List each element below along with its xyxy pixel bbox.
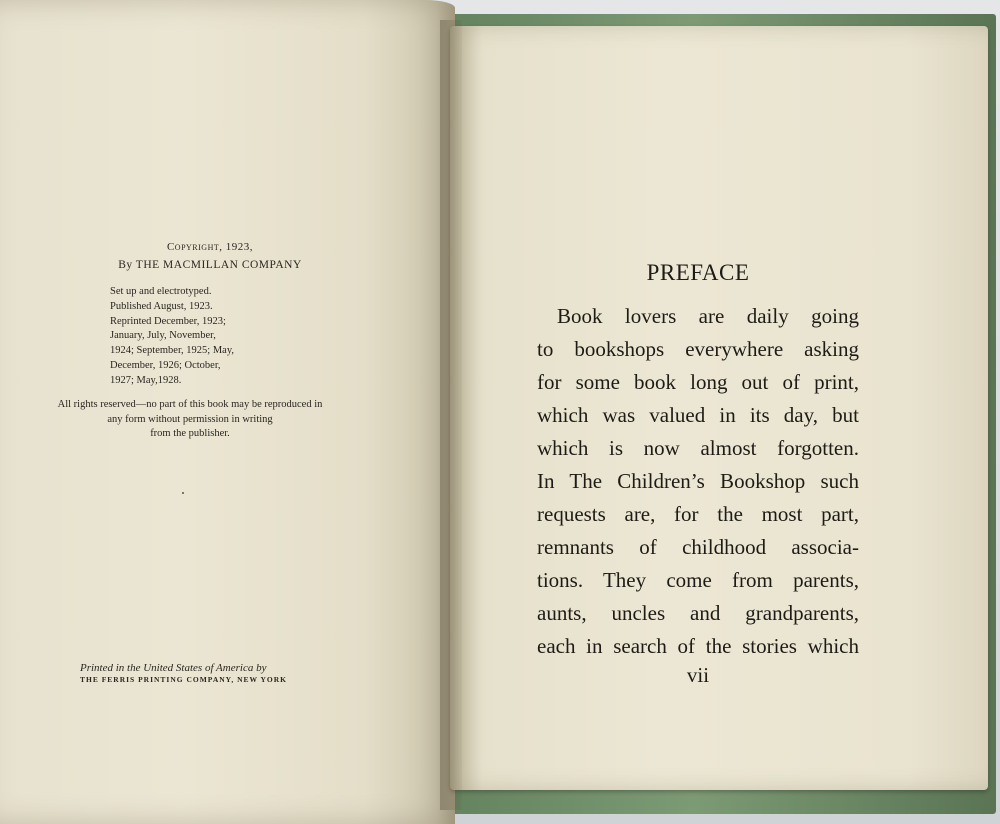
preface-line: requests are, for the most part, <box>537 502 859 526</box>
preface-body <box>537 300 859 663</box>
printer-credit <box>80 661 340 684</box>
rights-notice <box>20 398 360 442</box>
rights-line: All rights reserved—no part of this book may be reproduced in <box>57 399 323 410</box>
printing-history-line: 1927; May,1928. <box>110 374 182 386</box>
page-number: vii <box>686 663 710 687</box>
copyright-line: Copyright, 1923, <box>166 241 254 253</box>
left-page <box>0 0 455 824</box>
preface-line: to bookshops everywhere asking <box>537 337 859 361</box>
preface-line: tions. They come from parents, <box>537 568 859 592</box>
preface-line: which was valued in its day, but <box>537 403 859 427</box>
printing-history-line: Set up and electrotyped. <box>110 286 212 297</box>
printing-history <box>110 285 260 389</box>
paper-speck <box>182 492 184 494</box>
preface-line: Book lovers are daily going <box>557 304 859 328</box>
preface-line: aunts, uncles and grandparents, <box>537 601 859 625</box>
rights-line: any form without permission in writing <box>107 413 273 425</box>
preface-title: PREFACE <box>646 260 750 285</box>
preface-line: for some book long out of print, <box>537 370 859 394</box>
book-gutter <box>440 20 462 810</box>
rights-line: from the publisher. <box>150 428 230 439</box>
preface-line: In The Children’s Bookshop such <box>537 469 859 493</box>
preface-line: remnants of childhood associa- <box>537 535 859 559</box>
printer-line-2: THE FERRIS PRINTING COMPANY, NEW YORK <box>80 675 288 684</box>
preface-line: which is now almost forgotten. <box>537 436 859 460</box>
printing-history-line: Reprinted December, 1923; <box>110 315 226 327</box>
printing-history-line: December, 1926; October, <box>110 359 221 371</box>
publisher-line: By THE MACMILLAN COMPANY <box>118 259 302 271</box>
printing-history-line: January, July, November, <box>110 330 216 342</box>
copyright-block <box>0 240 380 273</box>
printing-history-line: 1924; September, 1925; May, <box>110 345 235 357</box>
printer-line-1: Printed in the United States of America by <box>80 662 267 674</box>
printing-history-line: Published August, 1923. <box>110 300 213 312</box>
preface-line: each in search of the stories which <box>537 634 859 658</box>
